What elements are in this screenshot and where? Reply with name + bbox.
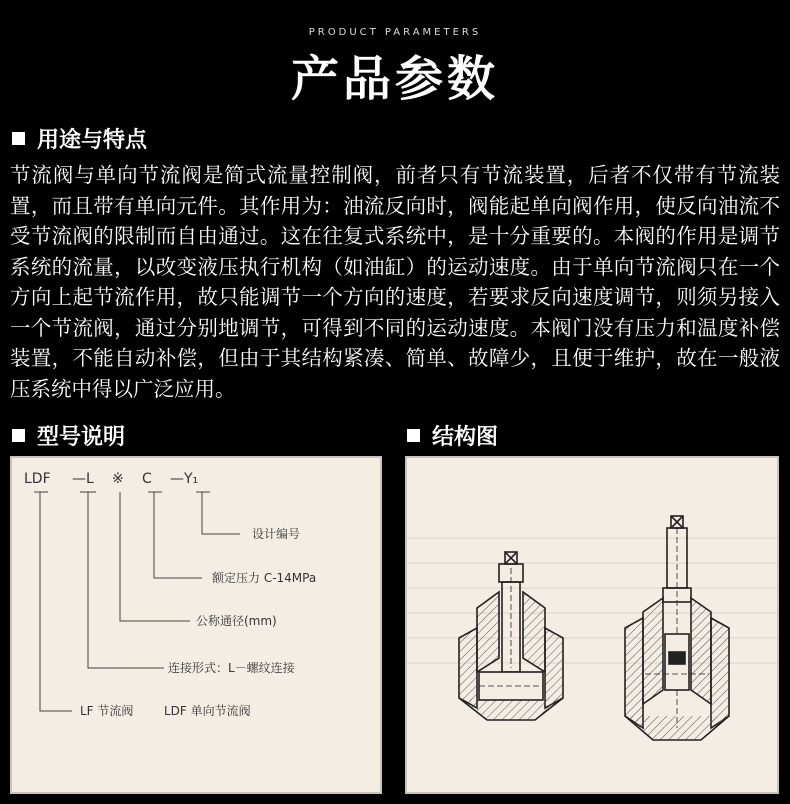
code-part-diameter: ※ <box>112 471 124 487</box>
model-heading <box>12 420 125 451</box>
label-type-lf: LF 节流阀 <box>80 704 134 718</box>
structure-heading <box>407 420 498 451</box>
heading-bullet-icon <box>12 429 25 442</box>
ldf-valve-section <box>625 516 729 740</box>
code-part-pressure: C <box>142 471 152 487</box>
label-diameter: 公称通径(mm) <box>196 614 277 628</box>
page-title: 产品参数 <box>290 51 499 107</box>
code-part-design: —Y₁ <box>170 471 199 487</box>
structure-drawing <box>405 456 779 794</box>
heading-bullet-icon <box>407 429 420 442</box>
label-design-no: 设计编号 <box>252 527 301 541</box>
heading-bullet-icon <box>12 132 25 145</box>
usage-heading <box>12 123 147 154</box>
usage-paragraph: 节流阀与单向节流阀是简式流量控制阀，前者只有节流装置，后者不仅带有节流装置，而且带有单向元件。其作用为：油流反向时，阀能起单向阀作用，使反向油流不受节流阀的限制而自由通过。这在往复式系统中，是十分重要的。本阀的作用是调节系统的流量，以改变液压执行机构（如油缸）的运动速度。由于单向节流阀只在一个方向上起节流作用，故只能调节一个方向的速度，若要求反向速度调节，则须另接入一个节流阀，通过分别地调节，可得到不同的运动速度。本阀门没有压力和温度补偿装置，不能自动补偿，但由于其结构紧凑、简单、故障少，且便于维护，故在一般液压系统中得以广泛应用。 <box>10 163 780 401</box>
section-subtitle: PRODUCT PARAMETERS <box>308 27 482 38</box>
usage-heading-label: 用途与特点 <box>37 128 148 153</box>
label-type-ldf: LDF 单向节流阀 <box>164 704 251 718</box>
model-designation-diagram <box>10 456 382 794</box>
lf-valve-section <box>459 552 563 720</box>
structure-heading-label: 结构图 <box>432 425 499 450</box>
code-part-ldf: LDF <box>24 471 51 487</box>
code-part-l: —L <box>72 471 94 487</box>
label-pressure: 额定压力 C-14MPa <box>212 571 317 585</box>
label-connection: 连接形式：L－螺纹连接 <box>168 661 295 675</box>
model-heading-label: 型号说明 <box>37 425 126 450</box>
